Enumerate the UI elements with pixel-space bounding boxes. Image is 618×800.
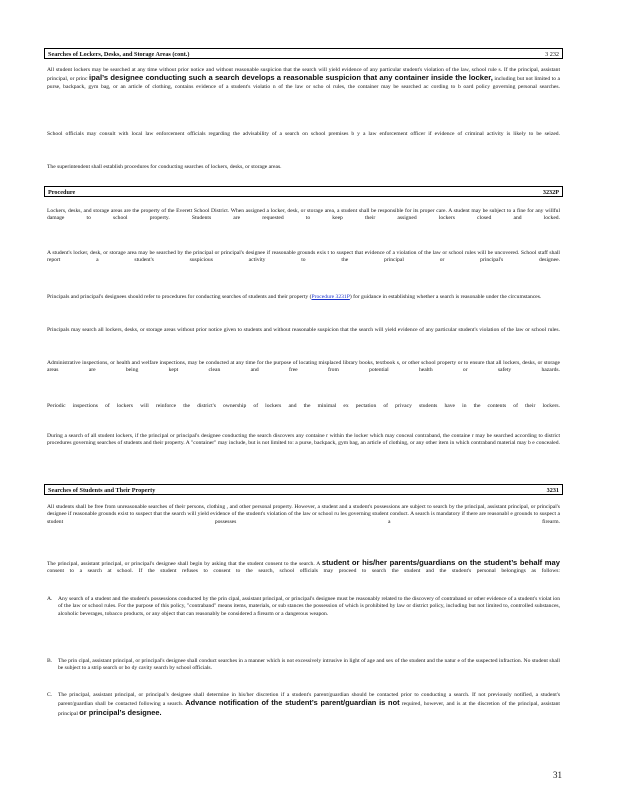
text: The principal, assistant principal, or principal's designee shall determine in his/her discretion if a student's parent/guardian should be contacted prior to conducting a search. If not previously notified, a student's parent/guardian shall be contacted following a search. [58,692,560,708]
policy-code: 3 232 [545,51,559,58]
section-header-students [44,484,563,495]
text: The principal, assistant principal, or principal's designee shall begin by asking that the student consent to the search. A [47,561,321,567]
text-emphasis: Advance notification of the student’s parent/guardian is not [185,698,400,708]
text: Principals and principal's designees should refer to procedures for conducting searches of students and their property ( [47,294,312,300]
text: including but not limited to a purse, backpack, gym bag, or an article of clothing, contains evidence of a student's violatio n of the law or scho ol rules, the container may be searched ac cording to b oard policy governing personal searches. [47,76,560,90]
text-emphasis: ipal’s designee conducting such a search develops a reasonable suspicion that any container inside the locker, [88,73,493,83]
list-marker: B. [47,658,53,664]
text-emphasis: student or his/her parents/guardians on the student’s behalf may [321,559,560,567]
section-title: Searches of Lockers, Desks, and Storage Areas (cont.) [48,51,190,58]
text: ) for guidance in establishing whether a search is reasonable under the circumstances. [349,294,542,300]
paragraph-no-notice: Principals may search all lockers, desks, or storage areas without prior notice given to students and without reasonable suspicion that the search will yield evidence of any particular student's violation of the law or school rules. [47,327,560,333]
list-item [47,692,560,718]
list-text [58,692,560,718]
list-text: Any search of a student and the student's possessions conducted by the prin cipal, assistant principal, or principal's designee must be reasonably related to the discovery of contraband or other evidence of a student's violat ion of the law or school rules. For the purpose of this policy, "contraband" means items, materials, or sub stances the possession of which is prohibited by law or district policy, including but not limited to, controlled substances, alcoholic beverages, tobacco products, or any object that can reasonably be considered a firearm or a dangerous weapon. [58,596,560,617]
section-title: Searches of Students and Their Property [48,487,156,494]
paragraph-inspections: Administrative inspections, or health and welfare inspections, may be conducted at any time for the purpose of locating misplaced library books, textbook s, or other school property or to ensure that all lockers, desks, or storage areas are being kept clean and free from potential health or safety hazards. [47,360,560,374]
policy-code: 3231 [546,487,559,494]
list-marker: A. [47,596,53,602]
paragraph-law-enforcement: School officials may consult with local law enforcement officials regarding the advisability of a search on school premises b y a law enforcement officer if evidence of criminal activity is likely to be seized. [47,131,560,137]
paragraph-periodic: Periodic inspections of lockers will reinforce the district's ownership of lockers and the minimal ex pectation of privacy students have in the contents of their lockers. [47,403,560,409]
paragraph-container-search: During a search of all student lockers, if the principal or principal's designee conducting the search discovers any containe r within the locker which may conceal contraband, the containe r may be searched according to district procedures governing searches of students and their property. A "container" may include, but is not limited to: a purse, backpack, gym bag, an article of clothing, or any other item in which contraband material may b e concealed. [47,433,560,447]
list-marker: C. [47,692,53,698]
text: consent to a search at school. If the student refuses to consent to the search, school officials may proceed to search the student and the student's personal belongings as follows: [47,568,560,575]
paragraph-consent [47,559,560,583]
search-rules-list [47,596,560,718]
paragraph-reasonable-grounds: A student's locker, desk, or storage area may be searched by the principal or principal's designee if reasonable grounds exis t to suspect that evidence of a violation of the law or school rules will be uncovered. School staff shall report a student's suspicious activity to the principal or principal's designee. [47,250,560,264]
text: required, however, and is at the discretion of the principal, assistant principal [58,701,560,717]
page-number: 31 [553,770,562,780]
text: All student lockers may be searched at any time without prior notice and without reasonable suspicion that the search will yield evidence of any particular student's violation of the law, school rule s. If the principal, assistant principal, or princ [47,67,560,83]
list-item [47,658,560,686]
paragraph-superintendent: The superintendent shall establish procedures for conducting searches of lockers, desks, or storage areas. [47,164,282,170]
paragraph-locker-search [47,67,560,111]
text-emphasis: or principal’s designee. [79,707,162,717]
paragraph-principals-refer [47,294,560,310]
policy-code: 3232P [542,189,559,196]
procedure-link[interactable]: Procedure 3231P [311,294,350,300]
section-title: Procedure [48,189,76,196]
section-header-procedure [44,186,563,197]
paragraph-unreasonable-searches: All students shall be free from unreasonable searches of their persons, clothing , and other personal property. However, a student and a student's possessions are subject to search by the principal, assistant principal, or principal's designee if reasonable grounds exist to suspect that the search will yield evidence of the student's violation of the law or school ru les governing student conduct. A search is mandatory if there are reasonabl e grounds to suspect a student possesses a firearm. [47,504,560,525]
paragraph-property: Lockers, desks, and storage areas are the property of the Everett School District. When assigned a locker, desk, or storage area, a student shall be responsible for its proper care. A student may be subject to a fine for any willful damage to school property. Students are requested to keep their assigned lockers closed and locked. [47,208,560,222]
section-header-lockers-cont [44,48,563,59]
list-item [47,596,560,652]
list-text: The prin cipal, assistant principal, or principal's designee shall conduct searches in a manner which is not excessively intrusive in light of age and sex of the student and the natur e of the suspected infraction. No student shall be subject to a strip search or bo dy cavity search by school officials. [58,658,560,672]
